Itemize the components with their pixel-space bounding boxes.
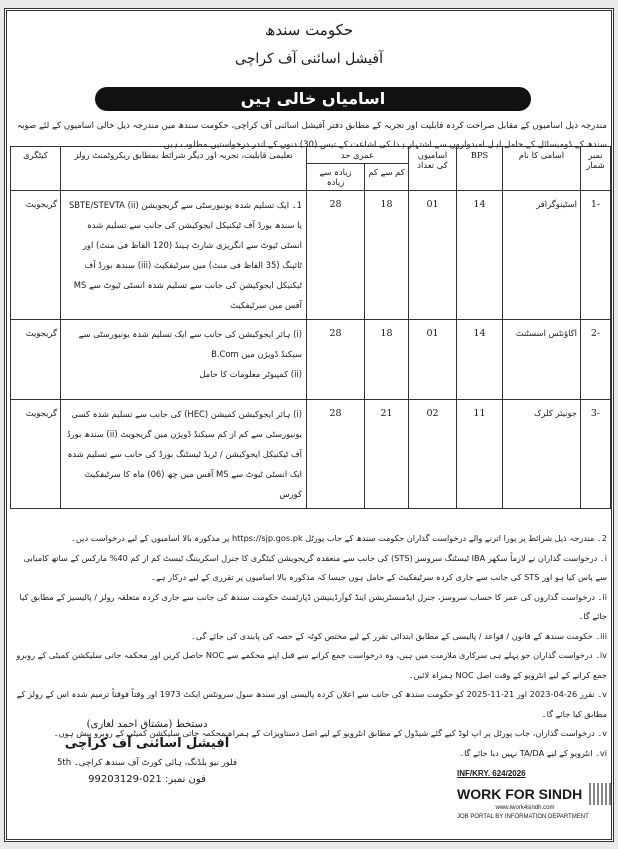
table-row [11, 320, 611, 400]
note-item: i۔ درخواست گذاران نے لازماً سکھر IBA ٹیسٹنگ سروسز (STS) کی جانب سے منعقدہ گریجویشن کیٹگری کا جنرل اسکریننگ ٹیسٹ کم از کم 40% مارکس کے ساتھ کامیابی سے پاس کیا ہو اور STS کی جانب سے جاری کردہ سرٹیفکیٹ کے حامل ہوں جیسا کہ مذکورہ بالا اسامیوں پر تقرری کے لیے درکار ہے۔ [23, 552, 607, 582]
table-row [11, 400, 611, 509]
min-age-cell: 18 [365, 320, 409, 400]
header-max-age: زیادہ سے زیادہ [307, 164, 365, 191]
vacancies-banner: اسامیاں خالی ہیں [95, 87, 531, 111]
vacancies-table [10, 146, 611, 509]
reference-number: INF/KRY. 624/2026 [457, 769, 526, 778]
bps-cell: 14 [457, 191, 503, 320]
office-heading: آفیشل اسائنی آف کراچی [235, 51, 383, 67]
header-min-age: کم سے کم [365, 164, 409, 191]
min-age-cell: 18 [365, 191, 409, 320]
category-cell: گریجویٹ [11, 191, 61, 320]
job-advertisement [4, 8, 614, 842]
note-item: 2۔ مندرجہ ذیل شرائط پر پورا اترنے والے درخواست گذاران حکومت سندھ کے جاب پورٹل https://sjp.gos.pk پر مذکورہ بالا اسامیوں کے لیے درخواست دیں۔ [71, 533, 607, 543]
office-address: 5th فلور نیو بلڈنگ، ہائی کورٹ آف سندھ کراچی۔ [56, 758, 238, 768]
note-item: ii۔ درخواست گذاروں کی عمر کا حساب سروسز، جنرل ایڈمنسٹریشن اینڈ کوآرڈینیشن ڈپارٹمنٹ حکومت سندھ کی جانب سے جاری کردہ متعلقہ رولز / پالیسیز کے مطابق کیا جائے گا۔ [19, 591, 607, 621]
header-qualification: تعلیمی قابلیت، تجربہ اور دیگر شرائط بمطابق ریکروٹمنٹ رولز [61, 147, 307, 191]
bps-cell: 11 [457, 400, 503, 509]
serial-cell: -3 [581, 400, 611, 509]
count-cell: 01 [409, 191, 457, 320]
category-cell: گریجویٹ [11, 320, 61, 400]
header-serial: نمبر شمار [581, 147, 611, 191]
max-age-cell: 28 [307, 400, 365, 509]
post-cell: اسٹینوگرافر [503, 191, 581, 320]
work-for-sindh-logo [457, 769, 613, 820]
brand-name: WORK FOR SINDH [457, 786, 583, 802]
signatory-name: دستخط (مشتاق احمد لغاری) [86, 719, 208, 730]
qualification-cell [61, 320, 307, 400]
table-row [11, 191, 611, 320]
qualification-cell: 1۔ ایک تسلیم شدہ یونیورسٹی سے گریجویشن (ii) SBTE/STEVTA یا سندھ بورڈ آف ٹیکنیکل ایجوکیشن کی جانب سے تسلیم شدہ انسٹی ٹیوٹ سے انگریزی شارٹ ہینڈ (120 الفاظ فی منٹ) اور ٹائپنگ (35 الفاظ فی منٹ) میں سرٹیفکیٹ (iii) سندھ بورڈ آف ٹیکنیکل ایجوکیشن کی جانب سے تسلیم شدہ انسٹی ٹیوٹ سے MS آفس میں سرٹیفکیٹ [61, 191, 307, 320]
header-category: کیٹگری [11, 147, 61, 191]
note-item: vi۔ انٹرویو کے لیے TA/DA نہیں دیا جائے گا۔ [459, 747, 607, 758]
count-cell: 02 [409, 400, 457, 509]
max-age-cell: 28 [307, 320, 365, 400]
qualification-line: (i) ہائر ایجوکیشن کی جانب سے ایک تسلیم شدہ یونیورسٹی سے سیکنڈ ڈویژن میں B.Com [78, 329, 302, 359]
office-phone: فون نمبر: 021-99203129 [88, 774, 206, 785]
category-cell: گریجویٹ [11, 400, 61, 509]
header-post: اسامی کا نام [503, 147, 581, 191]
header-count: اسامیوں کی تعداد [409, 147, 457, 191]
header-bps: BPS [457, 147, 503, 191]
qr-code-icon [589, 783, 611, 805]
portal-url: www.iwork4sindh.com [495, 805, 555, 811]
note-item: v۔ تقرر 26-04-2023 اور 21-11-2025 کو حکومت سندھ کی جانب سے اعلان کردہ پالیسی اور سندھ سول سرونٹس ایکٹ 1973 اور وقتاً فوقتاً ترمیم شدہ اس کے رولز کے مطابق کیا جائے گا۔ [16, 689, 607, 719]
serial-cell: -1 [581, 191, 611, 320]
serial-cell: -2 [581, 320, 611, 400]
count-cell: 01 [409, 320, 457, 400]
portal-department: JOB PORTAL BY INFORMATION DEPARTMENT [457, 814, 589, 820]
header-age: عمری حد [307, 147, 409, 164]
max-age-cell: 28 [307, 191, 365, 320]
qualification-cell: (i) ہائر ایجوکیشن کمیشن (HEC) کی جانب سے تسلیم شدہ کسی یونیورسٹی سے کم از کم سیکنڈ ڈویژن میں گریجویٹ (ii) سندھ بورڈ آف ٹیکنیکل ایجوکیشن / ٹریڈ ٹیسٹنگ بورڈ کی جانب سے تسلیم شدہ ایک انسٹی ٹیوٹ سے MS آفس میں چھ (06) ماہ کا سرٹیفکیٹ کورس [61, 400, 307, 509]
min-age-cell: 21 [365, 400, 409, 509]
table-header-row [11, 147, 611, 164]
qualification-line: (ii) کمپیوٹر معلومات کا حامل [199, 369, 302, 379]
note-item: iv۔ درخواست گذاران جو پہلے ہی سرکاری ملازمت میں ہیں، وہ درخواست جمع کرانے سے قبل اپنے محکمے سے NOC حاصل کریں اور محکمہ جاتی سلیکشن کمیٹی کے روبرو جمع کرانے کے لیے انٹرویو کے وقت اصل NOC ہمراہ لائیں۔ [16, 650, 607, 680]
government-heading: حکومت سندھ [264, 21, 354, 39]
bps-cell: 14 [457, 320, 503, 400]
note-item: v۔ درخواست گذاران، جاب پورٹل پر اپ لوڈ کیے گئے شیڈول کے مطابق انٹرویو کے لیے اصل دستاویزات کے ہمراہ محکمہ جاتی سلیکشن کمیٹی کے روبرو پیش ہوں۔ [53, 728, 607, 738]
signatory-title: آفیشل اسائنی آف کراچی [64, 736, 230, 751]
post-cell: اکاؤنٹس اسسٹنٹ [503, 320, 581, 400]
intro-paragraph: مندرجہ ذیل اسامیوں کے مقابل صراحت کردہ قابلیت اور تجربہ کے مطابق دفتر آفیشل اسائنی آف کراچی، حکومت سندھ میں مندرجہ ذیل خالی اسامیوں کے لئے صوبہ سندھ کے ڈومیسائل کے حامل اہل امیدواروں سے اشتہار ہذا کی اشاعت کے تیس (30) دنوں کے اندر درخواستیں مطلوب ہیں۔ [17, 121, 607, 150]
post-cell: جونیئر کلرک [503, 400, 581, 509]
signature-block [47, 719, 247, 785]
note-item: iii۔ حکومت سندھ کے قانون / قواعد / پالیسی کے مطابق ابتدائی تقرر کے لیے مختص کوٹہ کے حصہ کی پابندی کی جائے گی۔ [191, 630, 607, 641]
